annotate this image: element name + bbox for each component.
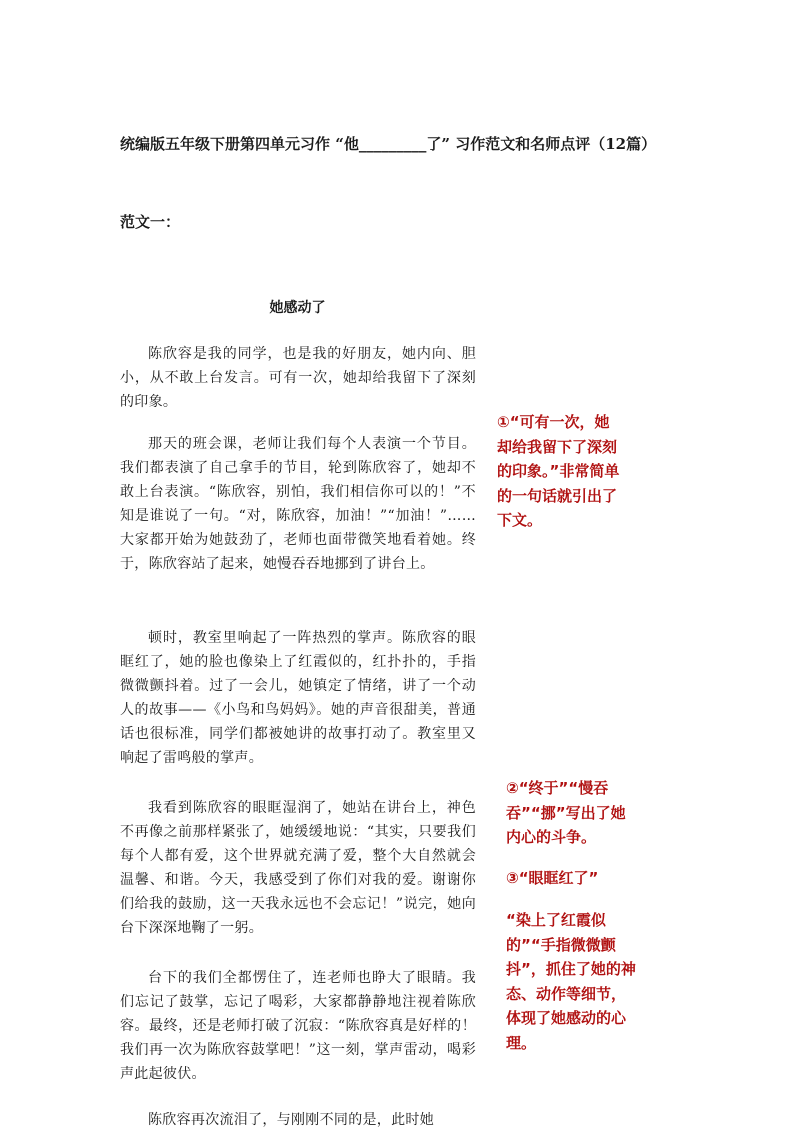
essay-paragraph-1: 陈欣容是我的同学，也是我的好朋友，她内向、胆小，从不敢上台发言。可有一次，她却给我留下了深刻的印象。 <box>120 346 476 410</box>
essay-paragraph-5: 台下的我们全都愣住了，连老师也睁大了眼睛。我们忘记了鼓掌，忘记了喝彩，大家都静静地注视着陈欣容。最终，还是老师打破了沉寂：“陈欣容真是好样的！我们再一次为陈欣容鼓掌吧！”这一刻，掌声雷动，喝彩声此起彼伏。 <box>120 970 476 1082</box>
essay-title: 她感动了 <box>269 300 326 316</box>
annotation-2: ②“终于”“慢吞吞”“挪”写出了她内心的斗争。 <box>506 779 626 846</box>
annotation-1: ①“可有一次，她却给我留下了深刻的印象。”非常简单的一句话就引出了下文。 <box>497 413 620 529</box>
annotation-4: “染上了红霞似的”“手指微微颤抖”，抓住了她的神态、动作等细节，体现了她感动的心理。 <box>506 911 636 1052</box>
essay-paragraph-4: 我看到陈欣容的眼眶湿润了，她站在讲台上，神色不再像之前那样紧张了，她缓缓地说：“其实，只要我们每个人都有爱，这个世界就充满了爱，整个大自然就会温馨、和谐。今天，我感受到了你们对我的爱。谢谢你们给我的鼓励，这一天我永远也不会忘记！”说完，她向台下深深地鞠了一躬。 <box>120 800 476 936</box>
document-title: 统编版五年级下册第四单元习作 “他_________了” 习作范文和名师点评（12篇） <box>120 135 657 153</box>
section-label: 范文一： <box>120 213 181 231</box>
essay-paragraph-3: 顿时，教室里响起了一阵热烈的掌声。陈欣容的眼眶红了，她的脸也像染上了红霞似的，红扑扑的，手指微微颤抖着。过了一会儿，她镇定了情绪，讲了一个动人的故事——《小鸟和鸟妈妈》。她的声音很甜美，普通话也很标准，同学们都被她讲的故事打动了。教室里又响起了雷鸣般的掌声。 <box>120 630 476 766</box>
essay-paragraph-2: 那天的班会课，老师让我们每个人表演一个节目。我们都表演了自己拿手的节目，轮到陈欣容了，她却不敢上台表演。“陈欣容，别怕，我们相信你可以的！”不知是谁说了一句。“对，陈欣容，加油！”“加油！”……大家都开始为她鼓劲了，老师也面带微笑地看着她。终于，陈欣容站了起来，她慢吞吞地挪到了讲台上。 <box>120 436 476 572</box>
essay-paragraph-6: 陈欣容再次流泪了，与刚刚不同的是，此时她 <box>148 1112 434 1128</box>
annotation-3: ③“眼眶红了” <box>506 869 599 887</box>
